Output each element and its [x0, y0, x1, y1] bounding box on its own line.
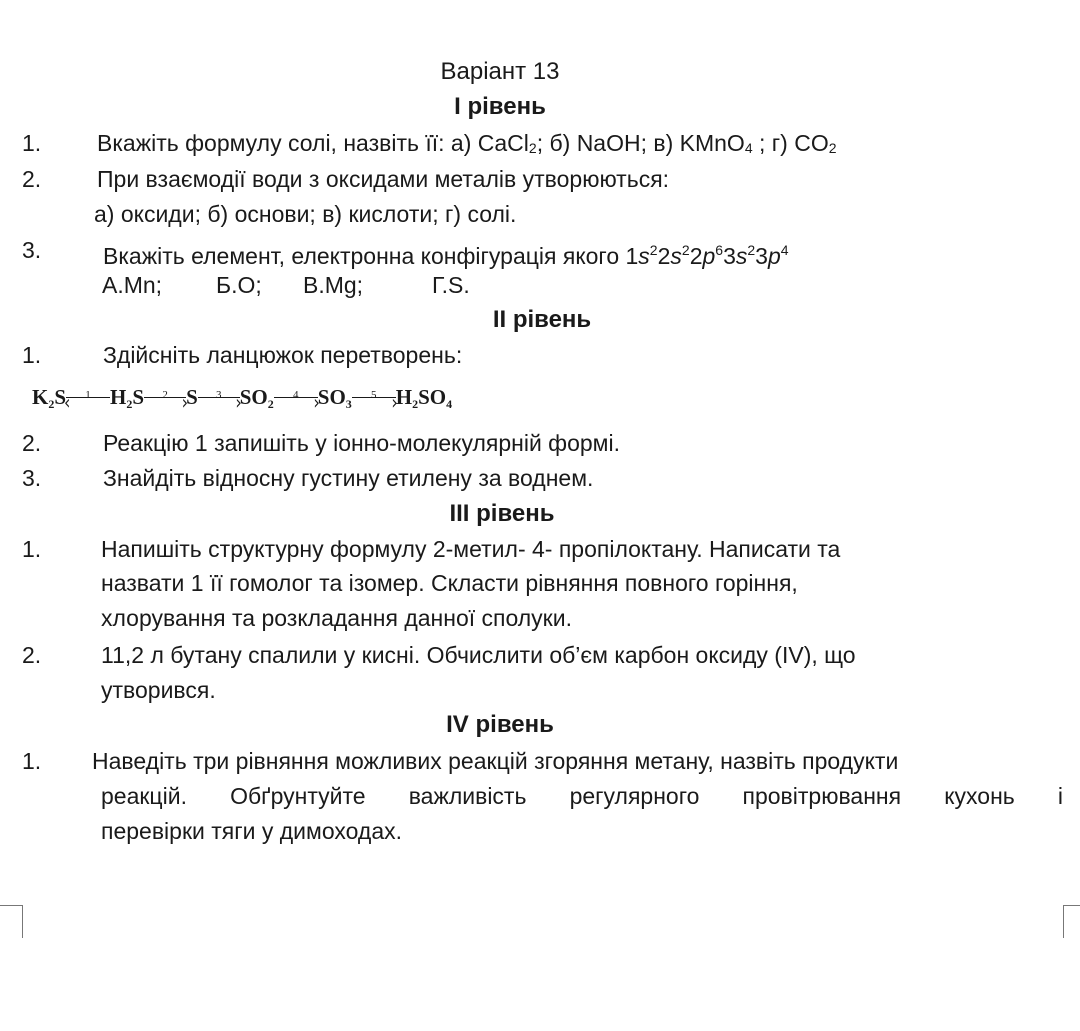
level-4-heading: IV рівень — [446, 711, 554, 738]
page-corner-mark-right — [1063, 905, 1080, 938]
chain-formula: $K_2S$ — [32, 385, 67, 411]
chain-formula: $SO_2$ — [239, 385, 274, 411]
option-c: В.Mg; — [303, 272, 364, 298]
page-corner-mark-left — [0, 905, 23, 938]
question-number: 2. — [22, 166, 42, 192]
arrow-label: 4 — [293, 389, 299, 401]
question-number: 1. — [22, 342, 42, 368]
level-3-question-1-line-2: назвати 1 її гомолог та ізомер. Скласти рівняння повного горіння, — [101, 570, 798, 596]
chain-formula: $H_2SO_4$ — [395, 385, 453, 411]
question-number: 3. — [22, 465, 42, 491]
question-number: 1. — [22, 536, 42, 562]
level-3-question-1-line-1: Напишіть структурну формулу 2-метил- 4- пропілоктану. Написати та — [101, 536, 841, 562]
electron-configuration — [626, 243, 789, 269]
subscript: 2 — [828, 140, 837, 156]
q1-text-part: ; г) CO — [752, 130, 829, 156]
level-4-question-1-line-3: перевірки тяги у димоходах. — [101, 818, 402, 844]
subscript: 2 — [528, 140, 537, 156]
reaction-arrow: › 4 — [274, 382, 318, 412]
q1-text-part: Вкажіть формулу солі, назвіть її: а) CaCl — [97, 130, 529, 156]
level-2-heading: ІІ рівень — [492, 306, 592, 333]
orbital-term: $2s^2$ — [657, 242, 690, 269]
option-a: А.Mn; — [102, 272, 163, 298]
level-3-question-2-line-2: утворився. — [101, 677, 216, 703]
subscript: 4 — [744, 140, 753, 156]
orbital-term: $3s^2$ — [723, 242, 756, 269]
option-b: Б.O; — [216, 272, 262, 298]
level-2-question-2: Реакцію 1 запишіть у іонно-молекулярній формі. — [103, 430, 620, 456]
arrow-label: 1 — [85, 389, 91, 401]
level-3-question-2-line-1: 11,2 л бутану спалили у кисні. Обчислити об’єм карбон оксиду (IV), що — [101, 642, 856, 668]
chain-formula: S — [186, 385, 198, 409]
transformation-chain — [32, 382, 452, 419]
question-number: 1. — [22, 130, 42, 156]
level-1-question-3 — [103, 236, 789, 270]
question-number: 3. — [22, 237, 42, 263]
q3-text: Вкажіть елемент, електронна конфігурація якого — [103, 243, 626, 269]
reaction-arrow: › 2 — [144, 382, 186, 412]
arrow-label: 3 — [216, 389, 222, 401]
arrow-label: 2 — [162, 389, 168, 401]
q1-text-part: ; б) NaOH; в) KMnO — [536, 130, 745, 156]
level-2-question-3: Знайдіть відносну густину етилену за воднем. — [103, 465, 594, 491]
reverse-arrow: ‹ 1 — [66, 382, 110, 412]
chain-formula: $H_2S$ — [110, 385, 145, 411]
question-number: 1. — [22, 748, 42, 774]
option-d: Г.S. — [432, 272, 470, 298]
question-number: 2. — [22, 642, 42, 668]
level-2-question-1: Здійсніть ланцюжок перетворень: — [103, 342, 463, 368]
orbital-term: $1s^2$ — [625, 242, 658, 269]
reaction-arrow: › 5 — [352, 382, 396, 412]
level-4-question-1-line-1: Наведіть три рівняння можливих реакцій згоряння метану, назвіть продукти — [92, 748, 899, 774]
orbital-term: $3p^4$ — [755, 242, 789, 269]
orbital-term: $2p^6$ — [689, 242, 724, 269]
chain-formula: $SO_3$ — [317, 385, 352, 411]
level-3-question-1-line-3: хлорування та розкладання данної сполуки. — [101, 605, 572, 631]
level-1-question-2-answers: а) оксиди; б) основи; в) кислоти; г) солі. — [94, 201, 517, 227]
level-4-question-1-line-2: реакцій. Обґрунтуйте важливість регулярного провітрювання кухонь і — [101, 783, 1063, 809]
level-3-heading: ІІІ рівень — [449, 500, 555, 527]
variant-title: Варіант 13 — [440, 58, 560, 85]
level-1-question-1 — [97, 129, 837, 162]
level-1-heading: І рівень — [454, 93, 546, 120]
question-number: 2. — [22, 430, 42, 456]
reaction-arrow: › 3 — [198, 382, 240, 412]
level-1-question-2: При взаємодії води з оксидами металів утворюються: — [97, 166, 670, 192]
arrow-label: 5 — [371, 389, 377, 401]
